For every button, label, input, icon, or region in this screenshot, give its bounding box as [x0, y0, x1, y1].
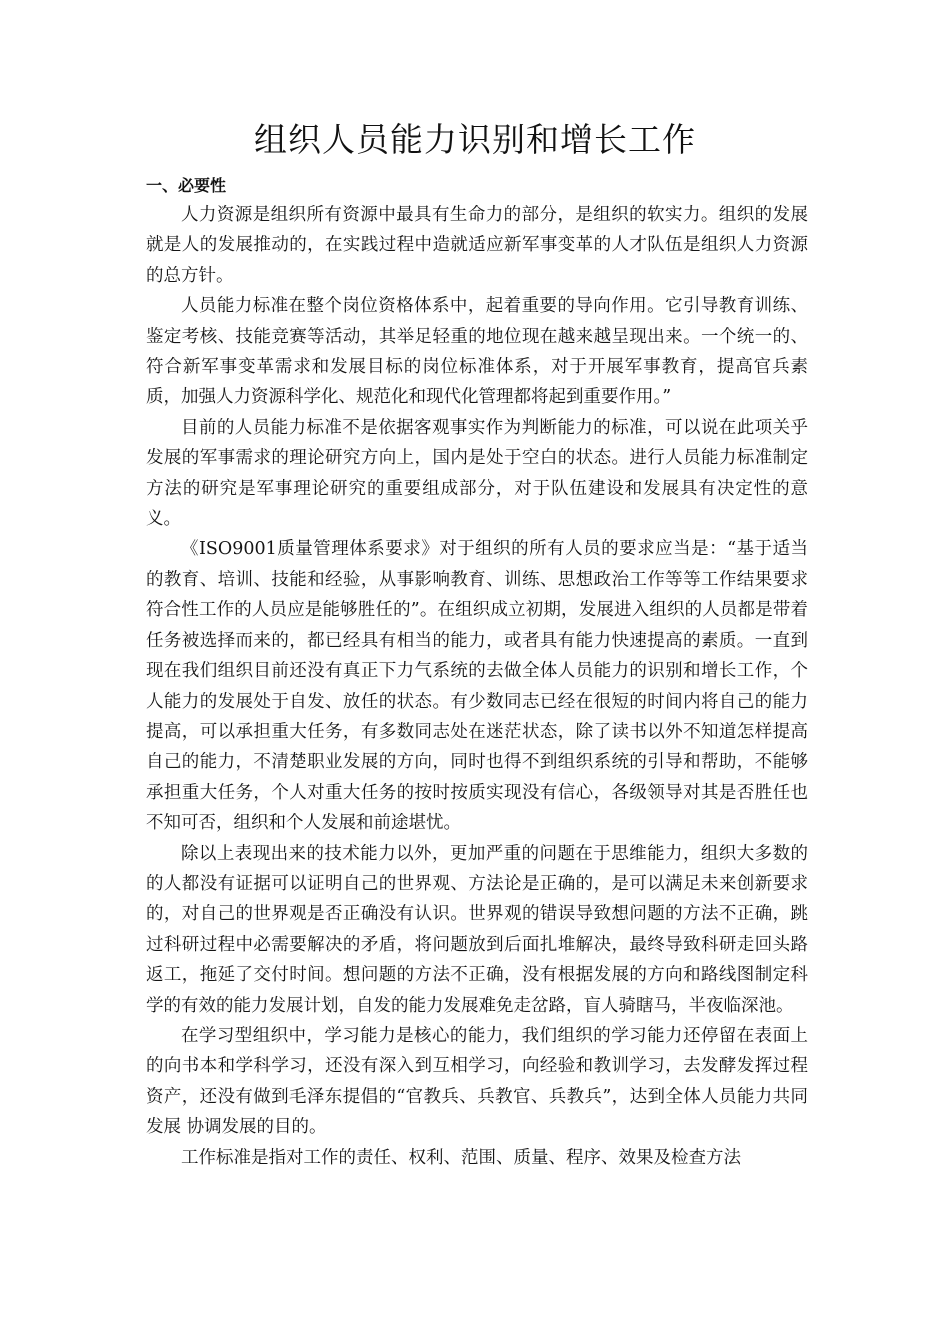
body-paragraph: 《ISO9001质量管理体系要求》对于组织的所有人员的要求应当是：“基于适当的教育、培训、技能和经验，从事影响教育、训练、思想政治工作等等工作结果要求符合性工作的人员应是能够胜任的”。在组织成立初期，发展进入组织的人员都是带着任务被选择而来的，都已经具有相当的能力，或者具有能力快速提高的素质。一直到现在我们组织目前还没有真正下力气系统的去做全体人员能力的识别和增长工作，个人能力的发展处于自发、放任的状态。有少数同志已经在很短的时间内将自己的能力提高，可以承担重大任务，有多数同志处在迷茫状态，除了读书以外不知道怎样提高自己的能力，不清楚职业发展的方向，同时也得不到组织系统的引导和帮助，不能够承担重大任务，个人对重大任务的按时按质实现没有信心，各级领导对其是否胜任也不知可否，组织和个人发展和前途堪忧。 — [146, 539, 808, 834]
body-paragraph: 人员能力标准在整个岗位资格体系中，起着重要的导向作用。它引导教育训练、鉴定考核、技能竞赛等活动，其举足轻重的地位现在越来越呈现出来。一个统一的、符合新军事变革需求和发展目标的岗位标准体系，对于开展军事教育，提高官兵素质，加强人力资源科学化、规范化和现代化管理都将起到重要作用。” — [146, 296, 808, 408]
section-heading: 一、必要性 — [146, 176, 227, 195]
document-body — [146, 200, 808, 1173]
document-title: 组织人员能力识别和增长工作 — [254, 120, 696, 159]
body-paragraph: 在学习型组织中，学习能力是核心的能力，我们组织的学习能力还停留在表面上的向书本和学科学习，还没有深入到互相学习，向经验和教训学习，去发酵发挥过程资产，还没有做到毛泽东提倡的“官教兵、兵教官、兵教兵”，达到全体人员能力共同发展 协调发展的目的。 — [146, 1025, 808, 1138]
body-paragraph: 人力资源是组织所有资源中最具有生命力的部分，是组织的软实力。组织的发展就是人的发展推动的，在实践过程中造就适应新军事变革的人才队伍是组织人力资源的总方针。 — [146, 205, 808, 286]
body-paragraph: 工作标准是指对工作的责任、权利、范围、质量、程序、效果及检查方法 — [181, 1147, 741, 1168]
body-paragraph: 除以上表现出来的技术能力以外，更加严重的问题在于思维能力，组织大多数的的人都没有证据可以证明自己的世界观、方法论是正确的，是可以满足未来创新要求的，对自己的世界观是否正确没有认识。世界观的错误导致想问题的方法不正确，跳过科研过程中必需要解决的矛盾，将问题放到后面扎堆解决，最终导致科研走回头路返工，拖延了交付时间。想问题的方法不正确，没有根据发展的方向和路线图制定科学的有效的能力发展计划，自发的能力发展难免走岔路，盲人骑瞎马，半夜临深池。 — [146, 843, 808, 1016]
body-paragraph: 目前的人员能力标准不是依据客观事实作为判断能力的标准，可以说在此项关乎发展的军事需求的理论研究方向上，国内是处于空白的状态。进行人员能力标准制定方法的研究是军事理论研究的重要组成部分，对于队伍建设和发展具有决定性的意义。 — [146, 417, 808, 530]
